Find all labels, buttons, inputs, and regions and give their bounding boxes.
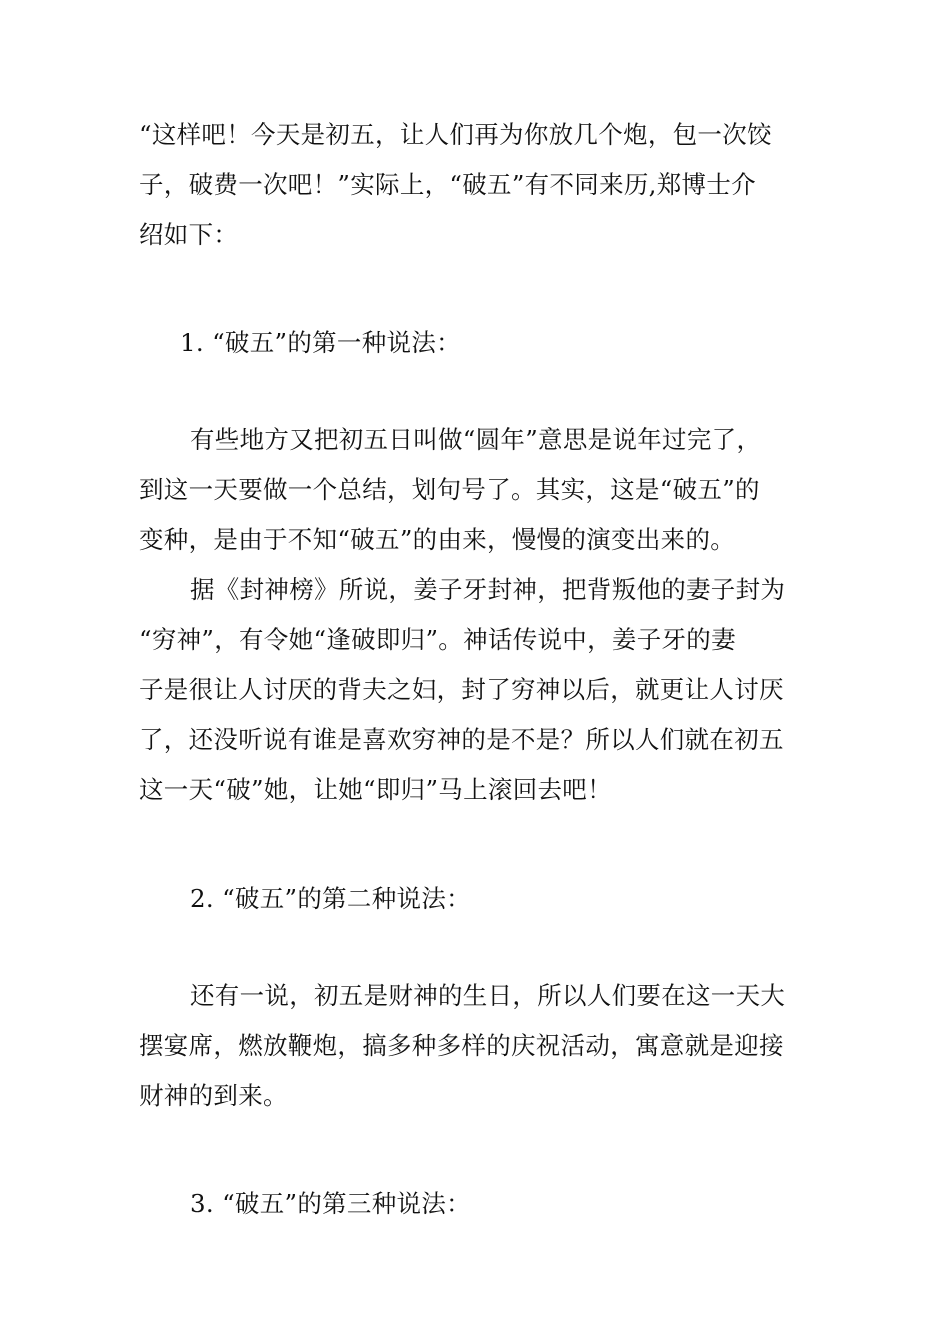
section-1-heading: 1. “破五”的第一种说法： (180, 328, 461, 357)
intro-line-2: 子，破费一次吧！”实际上，“破五”有不同来历,郑博士介 (139, 170, 756, 199)
section-1-para-1-line-2: 到这一天要做一个总结，划句号了。其实，这是“破五”的 (139, 475, 760, 504)
intro-line-1: “这样吧！今天是初五，让人们再为你放几个炮，包一次饺 (139, 120, 772, 149)
section-1-para-2-line-3: 子是很让人讨厌的背夫之妇，封了穷神以后，就更让人讨厌 (139, 675, 784, 704)
section-2-para-1-line-2: 摆宴席，燃放鞭炮，搞多种多样的庆祝活动，寓意就是迎接 (139, 1031, 784, 1060)
section-1-para-1-line-3: 变种，是由于不知“破五”的由来，慢慢的演变出来的。 (139, 525, 736, 554)
section-2-para-1-line-1: 还有一说，初五是财神的生日，所以人们要在这一天大 (190, 981, 786, 1010)
section-2-heading: 2. “破五”的第二种说法： (190, 884, 471, 913)
section-1-para-2-line-4: 了，还没听说有谁是喜欢穷神的是不是？所以人们就在初五 (139, 725, 784, 754)
intro-line-3: 绍如下： (139, 220, 239, 249)
section-3-heading: 3. “破五”的第三种说法： (190, 1189, 471, 1218)
section-2-para-1-line-3: 财神的到来。 (139, 1081, 288, 1110)
section-1-para-2-line-2: “穷神”，有令她“逢破即归”。神话传说中，姜子牙的妻 (139, 625, 736, 654)
section-1-para-2-line-1: 据《封神榜》所说，姜子牙封神，把背叛他的妻子封为 (190, 575, 786, 604)
section-1-para-2-line-5: 这一天“破”她，让她“即归”马上滚回去吧！ (139, 775, 612, 804)
section-1-para-1-line-1: 有些地方又把初五日叫做“圆年”意思是说年过完了， (190, 425, 762, 454)
